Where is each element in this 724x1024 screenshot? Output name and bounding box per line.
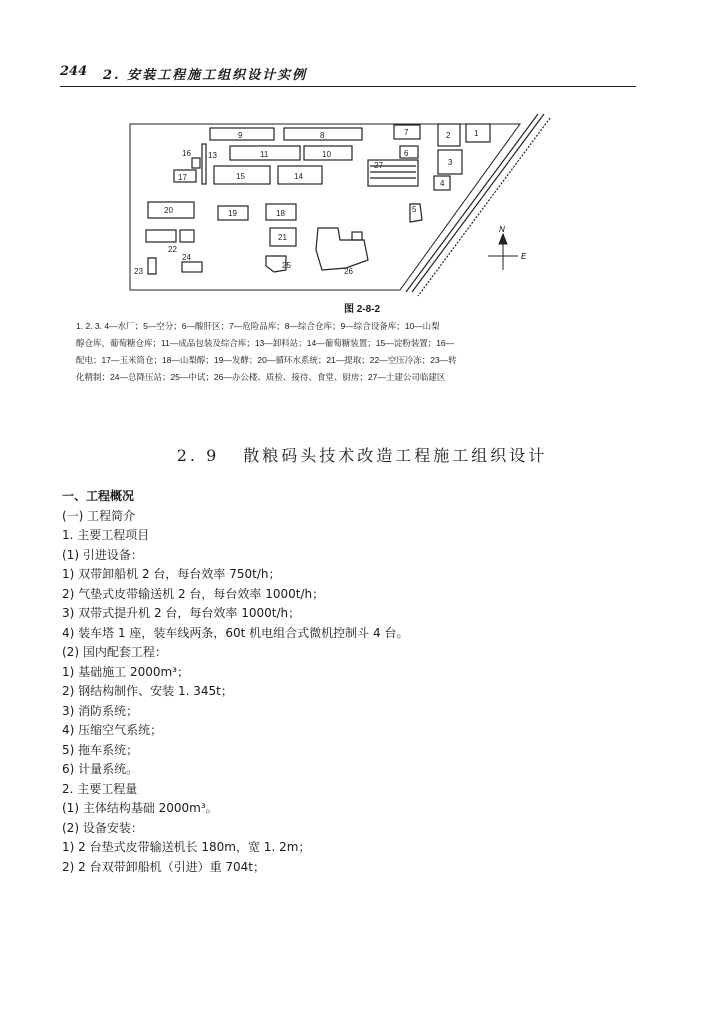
text-line: 2. 主要工程量: [62, 781, 138, 796]
caption-line: 配电；17—玉米筒仓；18—山梨醇；19—发酵；20—循环水系统；21—提取；22—空压冷冻；23—转: [76, 355, 457, 365]
railway-line-b: [412, 114, 544, 292]
label-15: 15: [236, 172, 245, 181]
label-2: 2: [446, 131, 451, 140]
text-line: 6) 计量系统。: [62, 762, 139, 776]
label-27: 27: [374, 161, 383, 170]
building-26: [316, 228, 368, 270]
building-22-a: [146, 230, 176, 242]
label-6: 6: [404, 149, 409, 158]
figure-title: 图 2-8-2: [343, 304, 381, 315]
caption-line: 化精制；24—总降压站；25—中试；26—办公楼、质检、接待、食堂、厨房；27—土建公司临建区: [76, 372, 446, 382]
text-line: 5) 拖车系统；: [62, 742, 139, 757]
label-13: 13: [208, 151, 217, 160]
building-24: [182, 262, 202, 272]
running-title: 2. 安装工程施工组织设计实例: [103, 68, 308, 83]
page-number: 244: [60, 64, 88, 79]
text-line: 2) 气垫式皮带输送机 2 台，每台效率 1000t/h；: [62, 586, 325, 601]
text-line: 4) 压缩空气系统；: [62, 723, 163, 737]
text-line: (2) 设备安装：: [62, 820, 143, 835]
text-line: (1) 主体结构基础 2000m³。: [62, 801, 218, 815]
label-24: 24: [182, 253, 191, 262]
label-20: 20: [164, 206, 173, 215]
text-line: 1. 主要工程项目: [62, 528, 150, 542]
label-4: 4: [440, 179, 445, 188]
label-14: 14: [294, 172, 303, 181]
text-line: (2) 国内配套工程：: [62, 645, 167, 659]
compass-icon: [488, 234, 518, 270]
label-25: 25: [282, 261, 291, 270]
building-13: [202, 144, 206, 184]
text-line: 3) 双带式提升机 2 台，每台效率 1000t/h；: [62, 606, 301, 620]
text-line: 1) 2 台垫式皮带输送机长 180m，宽 1. 2m；: [62, 840, 311, 854]
label-11: 11: [260, 150, 269, 159]
label-3: 3: [448, 158, 453, 167]
label-7: 7: [404, 128, 409, 137]
text-line: 3) 消防系统；: [62, 703, 139, 718]
label-19: 19: [228, 209, 237, 218]
building-23: [148, 258, 156, 274]
label-1: 1: [474, 129, 479, 138]
section-title: 散粮码头技术改造工程施工组织设计: [243, 446, 548, 465]
building-22-b: [180, 230, 194, 242]
figure-caption: [76, 318, 656, 386]
body-text: [62, 487, 662, 877]
site-plan-drawing: [118, 110, 578, 300]
building-16: [192, 158, 200, 168]
label-9: 9: [238, 131, 243, 140]
label-23: 23: [134, 267, 143, 276]
text-line: 1) 基础施工 2000m³；: [62, 664, 189, 679]
label-10: 10: [322, 150, 331, 159]
section-heading: [0, 443, 724, 466]
site-plan-figure: [118, 110, 578, 304]
railway-line-a: [406, 114, 538, 292]
caption-line: 醇仓库，葡萄糖仓库；11—成品包装及综合库；13—卸料站；14—葡萄糖装置；15—淀粉装置；16—: [76, 338, 455, 348]
compass-north-label: N: [499, 225, 505, 234]
heading-overview: 一、工程概况: [62, 489, 135, 503]
text-line: 2) 2 台双带卸船机（引进）重 704t；: [62, 859, 266, 874]
label-8: 8: [320, 131, 325, 140]
building-26-annex: [352, 232, 362, 240]
label-17: 17: [178, 173, 187, 182]
text-line: 1) 双带卸船机 2 台，每台效率 750t/h；: [62, 567, 281, 581]
label-22: 22: [168, 245, 177, 254]
label-18: 18: [276, 209, 285, 218]
label-21: 21: [278, 233, 287, 242]
label-5: 5: [412, 205, 417, 214]
running-header: [60, 64, 636, 87]
compass-east-label: E: [521, 252, 527, 261]
section-number: 2. 9: [176, 446, 220, 465]
text-line: 4) 装车塔 1 座，装车线两条，60t 机电组合式微机控制斗 4 台。: [62, 625, 409, 640]
text-line: 2) 钢结构制作、安装 1. 345t；: [62, 684, 233, 698]
text-line: (1) 引进设备：: [62, 547, 143, 562]
caption-line: 1. 2. 3. 4—水厂；5—空分；6—酸肝区；7—危险品库；8—综合仓库；9—综合设备库；10—山梨: [76, 321, 440, 331]
subheading: (一) 工程简介: [62, 508, 136, 523]
building-6: [400, 146, 418, 158]
label-26: 26: [344, 267, 353, 276]
label-16: 16: [182, 149, 191, 158]
